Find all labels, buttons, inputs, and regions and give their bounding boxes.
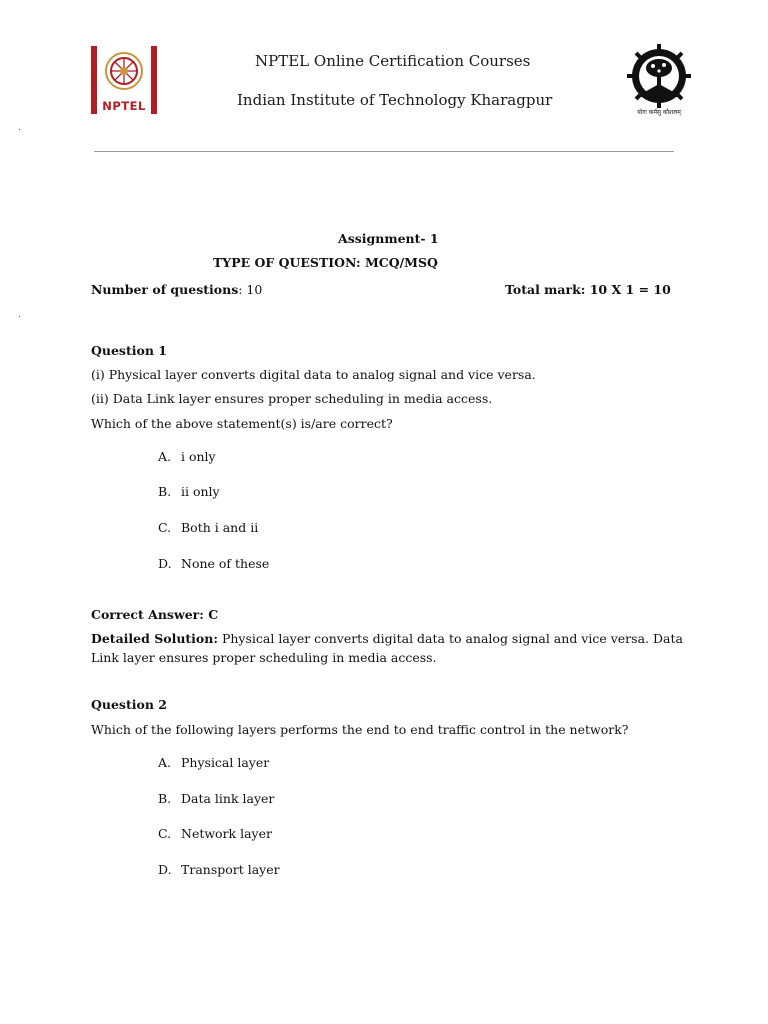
nptel-logo-text: NPTEL [102, 99, 146, 113]
question-1-option-a: A. i only [158, 449, 216, 464]
question-2-option-d: D. Transport layer [158, 862, 280, 877]
assignment-title: Assignment- 1 [338, 231, 439, 246]
question-2-option-b: B. Data link layer [158, 791, 275, 806]
total-mark: Total mark: 10 X 1 = 10 [505, 282, 671, 297]
solution-text: Physical layer converts digital data to analog signal and vice versa. Data [217, 631, 683, 646]
question-1-option-c: C. Both i and ii [158, 520, 259, 535]
number-of-questions [91, 282, 262, 298]
header-line-2: Indian Institute of Technology Kharagpur [237, 91, 553, 109]
question-type: TYPE OF QUESTION: MCQ/MSQ [213, 255, 438, 270]
question-2-option-a: A. Physical layer [158, 755, 270, 770]
question-1-option-d: D. None of these [158, 556, 270, 571]
question-1-heading: Question 1 [91, 343, 167, 358]
header-line-1: NPTEL Online Certification Courses [255, 52, 531, 70]
question-1-solution-line-2: Link layer ensures proper scheduling in media access. [91, 650, 437, 665]
question-1-solution-line-1 [91, 631, 683, 647]
question-1-statement-2: (ii) Data Link layer ensures proper scheduling in media access. [91, 391, 493, 406]
iit-kharagpur-logo [626, 42, 692, 120]
margin-mark [19, 129, 20, 130]
solution-label: Detailed Solution: [91, 631, 218, 646]
margin-mark [19, 316, 20, 317]
question-2-heading: Question 2 [91, 697, 167, 712]
question-2-prompt: Which of the following layers performs the end to end traffic control in the network? [91, 722, 629, 737]
header-divider [94, 151, 674, 152]
question-1-prompt: Which of the above statement(s) is/are correct? [91, 416, 393, 431]
number-of-questions-label: Number of questions [91, 282, 239, 297]
question-1-correct-answer: Correct Answer: C [91, 607, 219, 622]
nptel-logo [90, 45, 158, 115]
question-1-statement-1: (i) Physical layer converts digital data to analog signal and vice versa. [91, 367, 536, 382]
question-1-option-b: B. ii only [158, 484, 220, 499]
number-of-questions-value: : 10 [238, 282, 263, 297]
question-2-option-c: C. Network layer [158, 826, 272, 841]
iit-logo-caption: योगः कर्मसु कौशलम् [637, 109, 681, 116]
